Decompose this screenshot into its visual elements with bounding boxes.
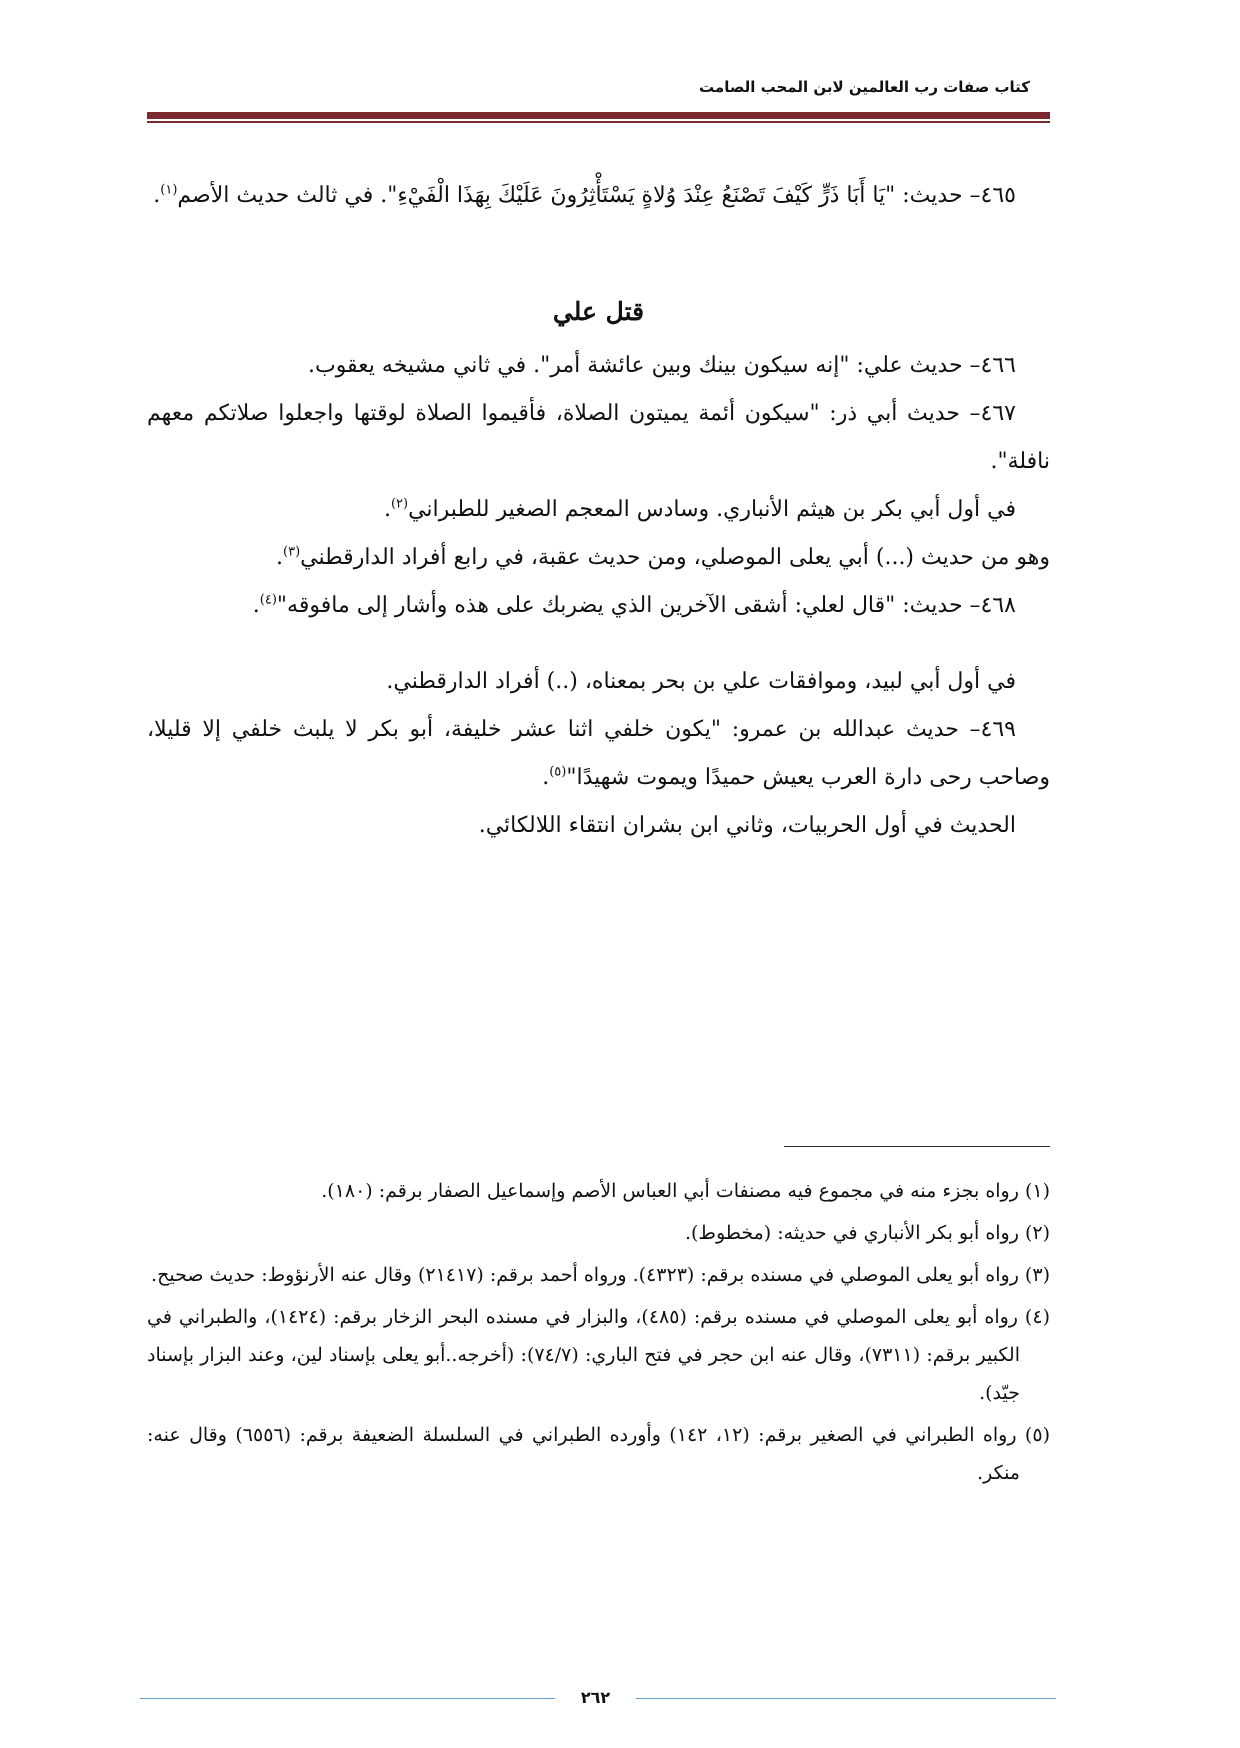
hadith-467-note: وهو من حديث (...) أبي يعلى الموصلي، ومن حديث عقبة، في رابع أفراد الدارقطني$^{(٣)}$. [276,544,1050,570]
footnote-separator [784,1146,1050,1147]
footnote-3: (٣) رواه أبو يعلى الموصلي في مسنده برقم: (٤٣٢٣). ورواه أحمد برقم: (٢١٤١٧) وقال عنه الأرنؤوط: حديث صحيح. [151,1264,1050,1286]
footnote-ref-5: (٥) [549,764,567,780]
hadith-467-source: في أول أبي بكر بن هيثم الأنباري. وسادس المعجم الصغير للطبراني$^{(٢)}$. [383,496,1016,522]
footnote-ref-2: (٢) [390,496,409,512]
hadith-469: ٤٦٩– حديث عبدالله بن عمرو: "يكون خلفي اثنا عشر خليفة، أبو بكر لا يلبث خلفي إلا قليلا، وصاحب رحى دارة العرب يعيش حميدًا ويموت شهيدًا"$^{(٥)}$. [147,717,1050,790]
footnote-ref-4: (٤) [259,592,277,608]
running-header-title: كتاب صفات رب العالمين لابن المحب الصامت [699,78,1030,96]
footnote-ref-1: (١) [160,182,178,198]
header-rule-thick [147,112,1050,119]
hadith-466: ٤٦٦– حديث علي: "إنه سيكون بينك وبين عائشة أمر". في ثاني مشيخه يعقوب. [307,353,1016,378]
footnote-2: (٢) رواه أبو بكر الأنباري في حديثه: (مخطوط). [684,1222,1050,1244]
page-number: ٢٦٢ [580,1688,611,1707]
footnote-5: (٥) رواه الطبراني في الصغير برقم: (١٢، ١٤٢) وأورده الطبراني في السلسلة الضعيفة برقم: (٦٥٥٦) وقال عنه: منكر. [147,1424,1050,1484]
hadith-468: ٤٦٨– حديث: "قال لعلي: أشقى الآخرين الذي يضربك على هذه وأشار إلى مافوقه"$^{(٤)}$. [252,592,1016,618]
main-text [147,172,1050,850]
footnote-4: (٤) رواه أبو يعلى الموصلي في مسنده برقم: (٤٨٥)، والبزار في مسنده البحر الزخار برقم: (١٤٢٤)، والطبراني في الكبير برقم: (٧٣١١)، وقال عنه ابن حجر في فتح الباري: (٧٤/٧): (أخرجه..أبو يعلى بإسناد لين، وعند البزار بإسناد جيّد). [147,1306,1050,1404]
footer-rule-right [636,1698,1056,1699]
hadith-468-source: في أول أبي لبيد، وموافقات علي بن بحر بمعناه، (..) أفراد الدارقطني. [386,669,1016,694]
hadith-465: ٤٦٥– حديث: "يَا أَبَا ذَرٍّ كَيْفَ تَصْنَعُ عِنْدَ وُلاةٍ يَسْتَأْثِرُونَ عَلَيْكَ بِهَذَا الْفَيْءِ". في ثالث حديث الأصم$^{(١)}$. [153,182,1016,208]
hadith-467: ٤٦٧– حديث أبي ذر: "سيكون أئمة يميتون الصلاة، فأقيموا الصلاة لوقتها واجعلوا صلاتكم معهم نافلة". [147,401,1050,474]
footer-rule-left [140,1698,555,1699]
footnotes [147,1172,1050,1496]
header-rule-thin [147,121,1050,123]
section-title: قتل علي [552,297,645,326]
hadith-469-source: الحديث في أول الحربيات، وثاني ابن بشران انتقاء اللالكائي. [478,813,1016,838]
footnote-1: (١) رواه بجزء منه في مجموع فيه مصنفات أبي العباس الأصم وإسماعيل الصفار برقم: (١٨٠). [321,1180,1050,1202]
footnote-ref-3: (٣) [283,544,301,560]
